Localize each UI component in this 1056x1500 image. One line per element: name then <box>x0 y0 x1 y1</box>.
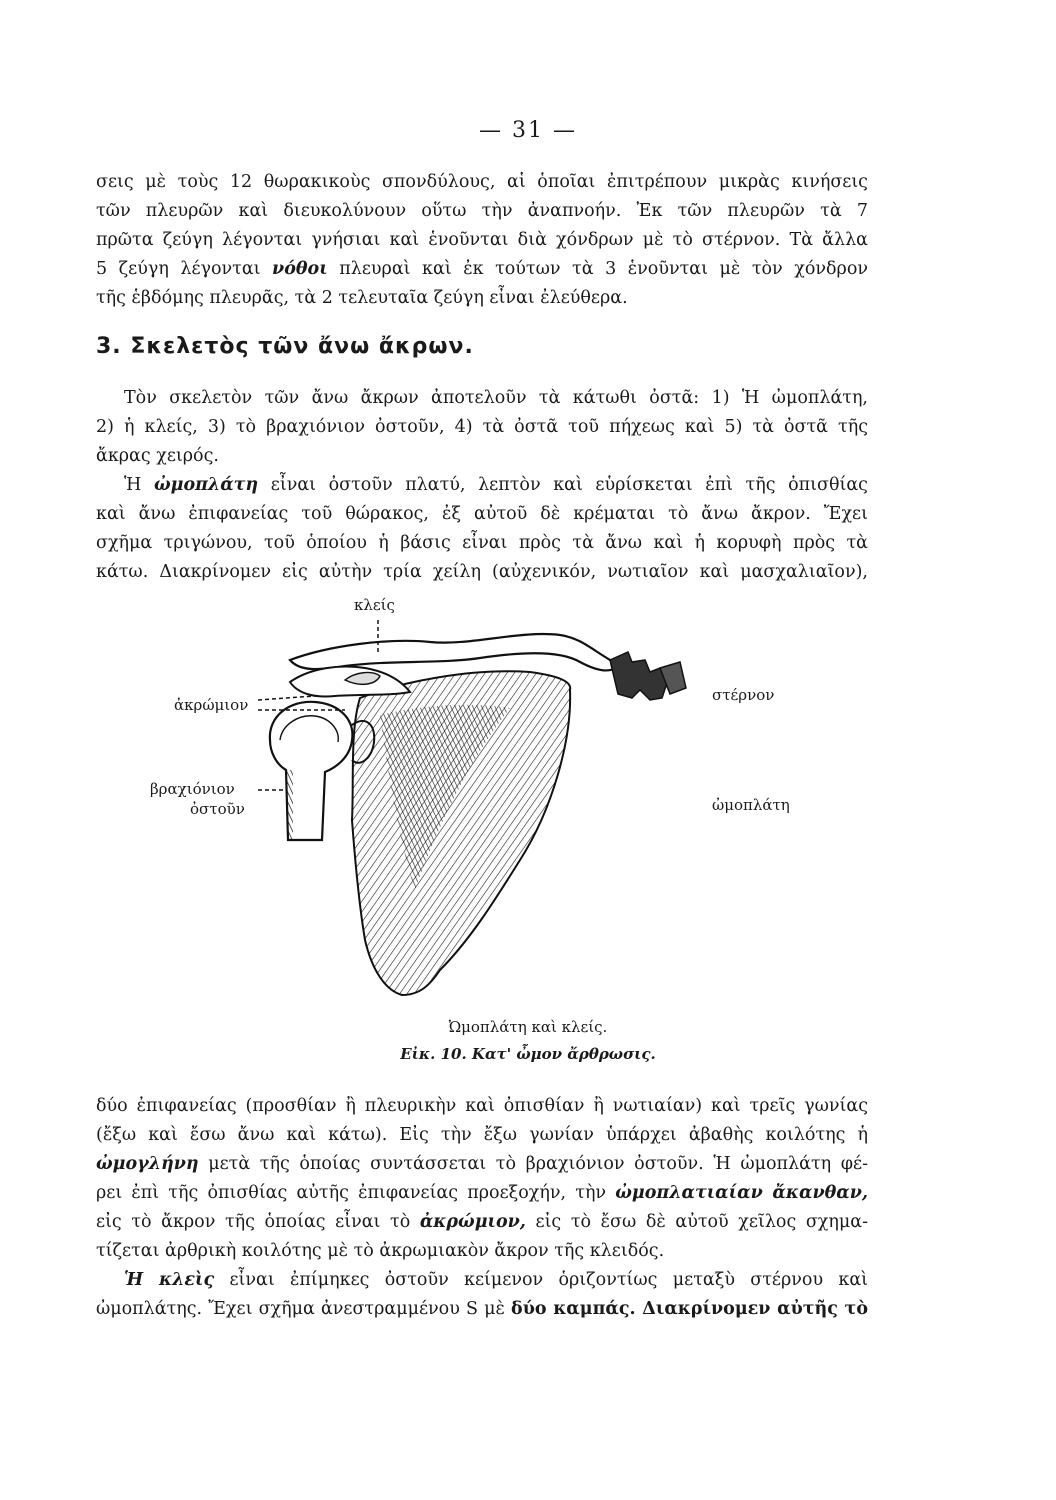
text-line: σεις μὲ τοὺς 12 θωρακικοὺς σπονδύλους, αἱ ὁποῖαι ἐπιτρέπουν μικρὰς κινήσεις <box>96 172 868 192</box>
text-line: τίζεται ἀρθρικὴ κοιλότης μὲ τὸ ἀκρωμιακὸν ἄκρον τῆς κλειδός. <box>96 1241 665 1261</box>
term-omogleni: ὠμογλήνη <box>96 1154 199 1174</box>
text-line: δύο ἐπιφανείας (προσθίαν ἢ πλευρικὴν καὶ ὀπισθίαν ἢ νωτιαίαν) καὶ τρεῖς γωνίας <box>96 1096 868 1116</box>
clavicle-shape <box>290 634 618 670</box>
label-brachionion: βραχιόνιον <box>150 780 235 798</box>
label-kleis: κλείς <box>354 596 395 614</box>
label-omoplati: ὠμοπλάτη <box>712 796 790 814</box>
text-line: ὠμογλήνη μετὰ τῆς ὁποίας συντάσσεται τὸ βραχιόνιον ὀστοῦν. Ἡ ὠμοπλάτη φέ- <box>96 1154 868 1174</box>
paragraph-ribs <box>96 168 868 313</box>
text-line: (ἔξω καὶ ἔσω ἄνω καὶ κάτω). Εἰς τὴν ἔξω γωνίαν ὑπάρχει ἀβαθὴς κοιλότης ἡ <box>96 1125 868 1145</box>
text-line: ὠμοπλάτης. Ἔχει σχῆμα ἀνεστραμμένου S μὲ δύο καμπάς. Διακρίνομεν αὐτῆς τὸ <box>96 1299 868 1319</box>
term-omoplati: ὠμοπλάτη <box>153 475 259 495</box>
figure-caption-title: Ὠμοπλάτη καὶ κλείς. <box>448 1018 608 1036</box>
text-line: Τὸν σκελετὸν τῶν ἄνω ἄκρων ἀποτελοῦν τὰ κάτωθι ὀστᾶ: 1) Ἡ ὠμοπλάτη, <box>124 388 868 408</box>
section-heading: 3. Σκελετὸς τῶν ἄνω ἄκρων. <box>96 334 474 359</box>
sternum-joint <box>610 652 668 700</box>
scapula-clavicle-figure <box>140 590 860 1030</box>
text-line: 2) ἡ κλείς, 3) τὸ βραχιόνιον ὀστοῦν, 4) τὰ ὀστᾶ τοῦ πήχεως καὶ 5) τὰ ὀστᾶ τῆς <box>96 417 868 437</box>
label-akromion: ἀκρώμιον <box>174 696 249 714</box>
page-number: — 31 — <box>479 118 577 143</box>
term-akantha: ὠμοπλατιαίαν ἄκανθαν, <box>615 1183 868 1203</box>
text-line: ἄκρας χειρός. <box>96 446 219 466</box>
text-line: τῶν πλευρῶν καὶ διευκολύνουν οὕτω τὴν ἀναπνοήν. Ἐκ τῶν πλευρῶν τὰ 7 <box>96 201 868 221</box>
text-line: τῆς ἑβδόμης πλευρᾶς, τὰ 2 τελευταῖα ζεύγη εἶναι ἐλεύθερα. <box>96 288 628 308</box>
text-line: πρῶτα ζεύγη λέγονται γνήσιαι καὶ ἑνοῦνται διὰ χόνδρων μὲ τὸ στέρνον. Τὰ ἄλλα <box>96 230 868 250</box>
term-kleis: Ἡ κλεὶς <box>124 1270 215 1290</box>
figure-caption-number: Εἰκ. 10. Κατ' ὦμον ἄρθρωσις. <box>400 1045 656 1063</box>
text-line: 5 ζεύγη λέγονται νόθοι πλευραὶ καὶ ἐκ τούτων τὰ 3 ἑνοῦνται μὲ τὸν χόνδρον <box>96 259 868 279</box>
text-line: εἰς τὸ ἄκρον τῆς ὁποίας εἶναι τὸ ἀκρώμιον, εἰς τὸ ἔσω δὲ αὐτοῦ χεῖλος σχημα- <box>96 1212 868 1232</box>
paragraph-upper-limb <box>96 384 868 471</box>
text-line: σχῆμα τριγώνου, τοῦ ὁποίου ἡ βάσις εἶναι πρὸς τὰ ἄνω καὶ ἡ κορυφὴ πρὸς τὰ <box>96 533 868 553</box>
text-line: καὶ ἄνω ἐπιφανείας τοῦ θώρακος, ἐξ αὐτοῦ δὲ κρέμαται τὸ ἄνω ἄκρον. Ἔχει <box>96 504 868 524</box>
label-brachionion-ostoun: ὀστοῦν <box>190 800 245 818</box>
text-line: κάτω. Διακρίνομεν εἰς αὐτὴν τρία χείλη (αὐχενικόν, νωτιαῖον καὶ μασχαλιαῖον), <box>96 562 868 582</box>
term-nothoi: νόθοι <box>272 259 328 279</box>
term-akromion: ἀκρώμιον, <box>419 1212 526 1232</box>
paragraph-clavicle <box>96 1266 868 1324</box>
term-kampes: δύο καμπάς. Διακρίνομεν αὐτῆς τὸ <box>511 1299 868 1319</box>
leader-akromion <box>258 696 315 700</box>
label-sternon: στέρνον <box>712 686 775 704</box>
text-line: Ἡ κλεὶς εἶναι ἐπίμηκες ὀστοῦν κείμενον ὁριζοντίως μεταξὺ στέρνου καὶ <box>124 1270 869 1290</box>
text-line: Ἡ ὠμοπλάτη εἶναι ὀστοῦν πλατύ, λεπτὸν καὶ εὑρίσκεται ἐπὶ τῆς ὀπισθίας <box>124 475 868 495</box>
text-line: ρει ἐπὶ τῆς ὀπισθίας αὐτῆς ἐπιφανείας προεξοχήν, τὴν ὠμοπλατιαίαν ἄκανθαν, <box>96 1183 868 1203</box>
humerus-shape <box>270 702 353 840</box>
paragraph-scapula-surfaces <box>96 1092 868 1266</box>
paragraph-scapula <box>96 471 868 587</box>
